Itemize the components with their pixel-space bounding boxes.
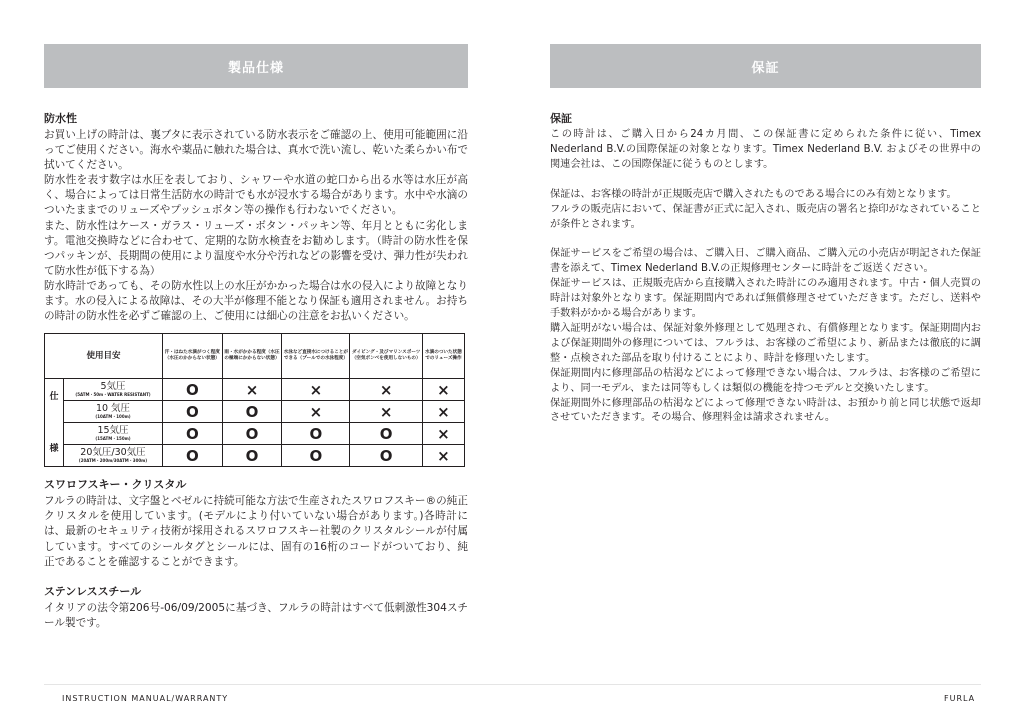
- table-col-header: ダイビング・及びマリンスポーツ（空気ボンベを使用しないもの）: [350, 334, 422, 379]
- water-para-2: 防水性を表す数字は水圧を表しており、シャワーや水道の蛇口から出る水等は水圧が高く、場合によっては日常生活防水の時計でも水が浸水する場合があります。水中や水滴のついたままでのリューズやプッシュボタン等の操作も行わないでください。: [44, 174, 468, 217]
- warranty-para-1: この時計は、ご購入日から24カ月間、この保証書に定められた条件に従い、Timex Nederland B.V.の国際保証の対象となります。Timex Nederland B.V. およびその世界中の関連会社は、この国際保証に従うものとします。: [550, 129, 981, 170]
- table-header-main: 使用目安: [45, 334, 163, 379]
- table-col-header: 汗・はねた水滴がつく程度（水圧のかからない状態）: [163, 334, 223, 379]
- row-label-main: 5気圧: [100, 381, 126, 393]
- table-cell-mark: ×: [422, 401, 464, 423]
- table-cell-mark: O: [163, 401, 223, 423]
- table-row: [45, 379, 465, 401]
- water-para-3: また、防水性はケース・ガラス・リューズ・ボタン・パッキン等、年月とともに劣化します。電池交換時などに合わせて、定期的な防水検査をお勧めします。（時計の防水性を保つパッキンが、長期間の使用により温度や水分や汚れなどの影響を受け、弾力性が失われて防水性が低下する為）: [44, 219, 468, 277]
- table-col-header: 水泳など直接水につけることができる（プールでの水泳程度）: [282, 334, 350, 379]
- steel-title: ステンレススチール: [44, 584, 142, 598]
- table-cell-mark: ×: [222, 379, 282, 401]
- swarovski-title: スワロフスキー・クリスタル: [44, 478, 187, 492]
- table-cell-mark: O: [282, 423, 350, 445]
- table-row-label: [64, 379, 163, 401]
- row-label-main: 10 気圧: [95, 403, 131, 415]
- table-row-label: [64, 401, 163, 423]
- table-cell-mark: ×: [422, 423, 464, 445]
- row-label-main: 20気圧/30気圧: [80, 447, 146, 459]
- paragraph-gap: [550, 232, 981, 247]
- row-label-sub: (10ATM・100m): [95, 414, 131, 420]
- table-cell-mark: ×: [350, 401, 422, 423]
- table-row: [45, 423, 465, 445]
- warranty-para-7: 保証期間内に修理部品の枯渇などによって修理できない場合は、フルラは、お客様のご希望により、同一モデル、または同等もしくは類似の機能を持つモデルと交換いたします。: [550, 367, 981, 394]
- table-cell-mark: O: [222, 423, 282, 445]
- table-header-row: [45, 334, 465, 379]
- footer-left-text: INSTRUCTION MANUAL/WARRANTY: [62, 694, 229, 703]
- table-row-label: [64, 445, 163, 467]
- product-spec-banner: 製品仕様: [44, 44, 468, 88]
- warranty-banner: 保証: [550, 44, 981, 88]
- warranty-para-3: フルラの販売店において、保証書が正式に記入され、販売店の署名と捺印がなされていることが条件とされます。: [550, 203, 981, 230]
- warranty-para-2: 保証は、お客様の時計が正規販売店で購入されたものである場合にのみ有効となります。: [550, 188, 957, 200]
- table-cell-mark: ×: [350, 379, 422, 401]
- right-column: [550, 44, 981, 426]
- table-row-label: [64, 423, 163, 445]
- left-column: [44, 44, 468, 631]
- row-label-sub: (15ATM・150m): [95, 436, 131, 442]
- paragraph-gap: [550, 173, 981, 188]
- warranty-para-6: 購入証明がない場合は、保証対象外修理として処理され、有償修理となります。保証期間内および保証期間外の修理については、フルラは、お客様のご希望により、新品または徹底的に調整・点検された部品を取り付けることにより、時計を修理いたします。: [550, 322, 981, 364]
- table-cell-mark: ×: [282, 401, 350, 423]
- row-label-sub: (20ATM・200m/30ATM・300m): [78, 458, 148, 464]
- table-cell-mark: ×: [422, 379, 464, 401]
- warranty-title: 保証: [550, 112, 572, 125]
- table-cell-mark: O: [350, 445, 422, 467]
- side-label-text: 仕 様: [49, 391, 59, 454]
- warranty-para-4: 保証サービスをご希望の場合は、ご購入日、ご購入商品、ご購入元の小売店が明記された保証書を添えて、Timex Nederland B.V.の正規修理センターに時計をご返送ください。: [550, 248, 981, 275]
- table-cell-mark: O: [163, 423, 223, 445]
- table-side-label: [45, 379, 64, 467]
- footer-divider: [44, 684, 981, 685]
- table-cell-mark: O: [163, 445, 223, 467]
- warranty-para-5: 保証サービスは、正規販売店から直接購入された時計にのみ適用されます。中古・個人売買の時計は対象外となります。保証期間内であれば無償修理させていただきます。ただし、送料や手数料がかかる場合があります。: [550, 278, 981, 320]
- table-cell-mark: O: [282, 445, 350, 467]
- water-resistance-title: 防水性: [44, 112, 77, 125]
- table-cell-mark: O: [222, 445, 282, 467]
- table-cell-mark: O: [222, 401, 282, 423]
- table-cell-mark: ×: [282, 379, 350, 401]
- warranty-para-8: 保証期間外に修理部品の枯渇などによって修理できない時計は、お預かり前と同じ状態で返却させていただきます。その場合、修理料金は請求されません。: [550, 397, 981, 424]
- water-para-4: 防水時計であっても、その防水性以上の水圧がかかった場合は水の侵入により故障となります。水の侵入による故障は、その大半が修理不能となり保証も適用されません。お持ちの時計の防水性を必ずご確認の上、ご使用には細心の注意をお払いください。: [44, 279, 468, 323]
- table-row: [45, 445, 465, 467]
- table-cell-mark: O: [350, 423, 422, 445]
- table-cell-mark: ×: [422, 445, 464, 467]
- table-col-header: 雨・水がかかる程度（水圧の極端にかからない状態）: [222, 334, 282, 379]
- row-label-sub: (5ATM・50m・WATER RESISTANT): [75, 392, 151, 398]
- steel-text: イタリアの法令第206号-06/09/2005に基づき、フルラの時計はすべて低刺激性304スチール製です。: [44, 601, 468, 629]
- water-resistance-table: [44, 333, 465, 467]
- swarovski-text: フルラの時計は、文字盤とベゼルに持続可能な方法で生産されたスワロフスキー®の純正クリスタルを使用しています。(モデルにより付いていない場合があります。)各時計には、最新のセキュリティ技術が採用されるスワロフスキー社製のクリスタルシールが付属しています。すべてのシールタグとシールには、固有の16桁のコードがついており、純正であることを確認することができます。: [44, 495, 468, 568]
- row-label-main: 15気圧: [97, 425, 129, 437]
- footer-brand: FURLA: [944, 694, 976, 703]
- table-cell-mark: O: [163, 379, 223, 401]
- table-row: [45, 401, 465, 423]
- water-para-1: お買い上げの時計は、裏ブタに表示されている防水表示をご確認の上、使用可能範囲に沿ってご使用ください。海水や薬品に触れた場合は、真水で洗い流し、乾いた柔らかい布で拭いてください。: [44, 129, 468, 172]
- table-col-header: 水滴のついた状態でのリューズ操作: [422, 334, 464, 379]
